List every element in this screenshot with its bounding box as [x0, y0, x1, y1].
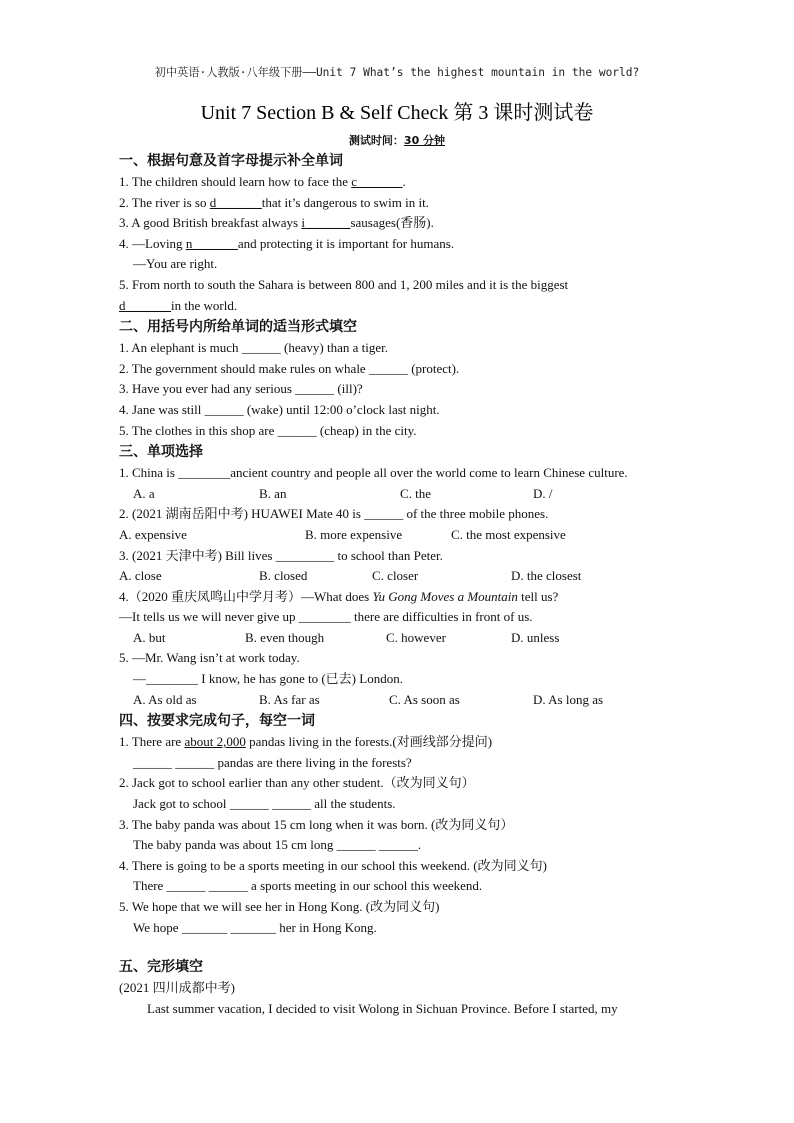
s4-question-1-answer: ______ ______ pandas are there living in the forests? — [133, 754, 412, 770]
s2-question-1: 1. An elephant is much ______ (heavy) than a tiger. — [119, 340, 388, 356]
s1-question-5: 5. From north to south the Sahara is between 800 and 1, 200 miles and it is the biggest — [119, 276, 569, 292]
s3-question-5-options — [119, 690, 679, 711]
option: A. but — [133, 629, 166, 645]
option: B. even though — [245, 629, 325, 645]
s3-question-2-options — [119, 525, 679, 546]
option: A. a — [133, 485, 155, 501]
option: A. expensive — [119, 526, 187, 542]
test-time: 测试时间：30 分钟 — [348, 134, 446, 147]
option: C. the most expensive — [451, 526, 566, 542]
option: C. closer — [372, 568, 419, 584]
s1-question-1: 1. The children should learn how to face the c_______. — [119, 174, 406, 189]
s1-question-3: 3. A good British breakfast always i_______sausages(香肠). — [119, 215, 434, 231]
s4-question-4-answer: There ______ ______ a sports meeting in our school this weekend. — [133, 878, 483, 894]
section-5-heading: 五、完形填空 — [119, 959, 203, 976]
s3-question-3: 3. (2021 天津中考) Bill lives _________ to school than Peter. — [119, 547, 443, 563]
option: D. / — [533, 485, 553, 501]
s3-question-3-options — [119, 566, 679, 587]
s1-question-5-cont: d_______in the world. — [119, 297, 238, 313]
option: B. closed — [259, 568, 308, 584]
s1-question-4-reply: —You are right. — [133, 256, 218, 272]
s2-question-3: 3. Have you ever had any serious ______ (ill)? — [119, 381, 363, 397]
s5-passage: Last summer vacation, I decided to visit Wolong in Sichuan Province. Before I started, my — [147, 1000, 618, 1016]
s4-question-3: 3. The baby panda was about 15 cm long when it was born. (改为同义句） — [119, 816, 514, 832]
s4-question-3-answer: The baby panda was about 15 cm long ______ ______. — [133, 837, 422, 853]
s3-question-4-options — [119, 628, 679, 649]
s3-question-5-reply: —________ I know, he has gone to (已去) London. — [133, 671, 403, 687]
s4-question-4: 4. There is going to be a sports meeting in our school this weekend. (改为同义句) — [119, 857, 547, 873]
s1-question-4: 4. —Loving n_______and protecting it is important for humans. — [119, 235, 455, 251]
s4-question-2: 2. Jack got to school earlier than any other student.（改为同义句） — [119, 775, 475, 791]
s3-question-4-reply: —It tells us we will never give up ________ there are difficulties in front of us. — [119, 609, 533, 625]
s4-question-5: 5. We hope that we will see her in Hong Kong. (改为同义句) — [119, 899, 440, 914]
s4-question-2-answer: Jack got to school ______ ______ all the students. — [133, 796, 396, 812]
section-1-heading: 一、根据句意及首字母提示补全单词 — [119, 153, 343, 169]
s2-question-4: 4. Jane was still ______ (wake) until 12:00 o’clock last night. — [119, 401, 440, 417]
s1-question-2: 2. The river is so d_______that it’s dangerous to swim in it. — [119, 194, 429, 210]
option: B. more expensive — [305, 526, 403, 542]
option: C. the — [400, 485, 432, 501]
s3-question-1-options — [119, 484, 679, 505]
s3-question-5: 5. —Mr. Wang isn’t at work today. — [119, 650, 300, 666]
option: A. close — [119, 568, 162, 584]
option: A. As old as — [133, 691, 197, 707]
exam-content — [119, 150, 679, 1019]
page-title: Unit 7 Section B & Self Check 第 3 课时测试卷 — [200, 102, 594, 124]
option: B. an — [259, 485, 287, 501]
s2-question-2: 2. The government should make rules on whale ______ (protect). — [119, 360, 460, 376]
s5-source: (2021 四川成都中考) — [119, 980, 235, 996]
s3-question-1: 1. China is ________ancient country and people all over the world come to learn Chinese culture. — [119, 465, 628, 481]
s3-question-4: 4.（2020 重庆凤鸣山中学月考）—What does Yu Gong Moves a Mountain tell us? — [119, 588, 559, 604]
option: C. however — [386, 629, 446, 645]
option: B. As far as — [259, 691, 320, 707]
option: D. As long as — [533, 691, 604, 707]
section-3-heading: 三、单项选择 — [119, 444, 203, 461]
running-header: 初中英语·人教版·八年级下册——Unit 7 What’s the highest mountain in the world? — [154, 66, 640, 79]
option: C. As soon as — [389, 691, 460, 707]
section-2-heading: 二、用括号内所给单词的适当形式填空 — [119, 319, 357, 336]
s3-question-2: 2. (2021 湖南岳阳中考) HUAWEI Mate 40 is ______ of the three mobile phones. — [119, 506, 549, 522]
section-4-heading: 四、按要求完成句子，每空一词 — [119, 713, 315, 730]
option: D. unless — [511, 629, 560, 645]
option: D. the closest — [511, 568, 582, 584]
s2-question-5: 5. The clothes in this shop are ______ (cheap) in the city. — [119, 422, 417, 438]
s4-question-1: 1. There are about 2,000 pandas living in the forests.(对画线部分提问) — [119, 734, 493, 750]
s4-question-5-answer: We hope _______ _______ her in Hong Kong. — [133, 919, 377, 935]
test-time-value: 30 分钟 — [403, 134, 446, 147]
